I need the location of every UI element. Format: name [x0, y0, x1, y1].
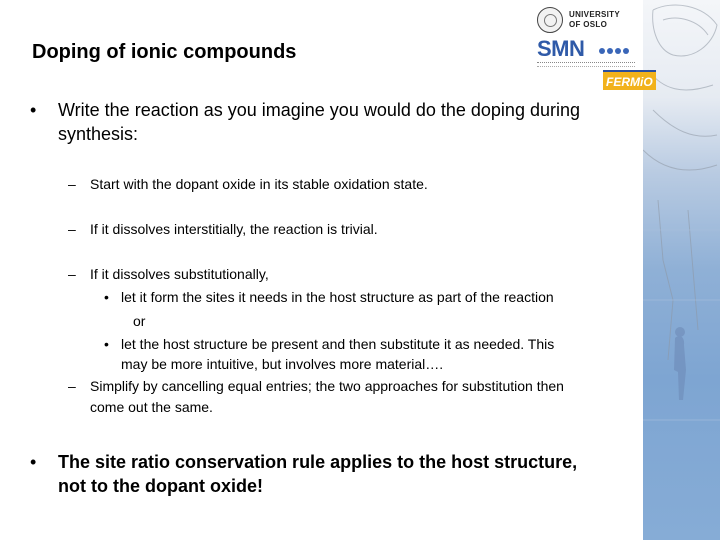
smn-tagline-rule	[537, 62, 635, 67]
sub-sub-bullet-marker: •	[104, 289, 109, 305]
or-separator: or	[133, 313, 146, 329]
sub-bullet-marker: –	[68, 176, 76, 192]
sub-sub-bullet-text: let the host structure be present and then substitute it as needed. This	[121, 336, 555, 352]
sub-bullet-text: If it dissolves interstitially, the reaction is trivial.	[90, 221, 378, 237]
bullet-marker: •	[30, 100, 37, 120]
fermio-logo: FERMiO	[603, 70, 656, 90]
sub-sub-bullet-marker: •	[104, 336, 109, 352]
smn-logo: SMN	[537, 36, 585, 61]
bullet-text-line: Write the reaction as you imagine you would do the doping during	[58, 100, 580, 120]
sub-bullet-marker: –	[68, 221, 76, 237]
slide-title: Doping of ionic compounds	[32, 41, 297, 63]
university-line-1: UNIVERSITY	[569, 10, 621, 19]
bullet-marker: •	[30, 452, 37, 472]
logo-group	[533, 4, 653, 96]
sub-bullet-marker: –	[68, 266, 76, 282]
sub-bullet-text: If it dissolves substitutionally,	[90, 266, 269, 282]
bullet-text-line: not to the dopant oxide!	[58, 476, 263, 496]
university-line-2: OF OSLO	[569, 20, 608, 29]
sub-bullet-marker: –	[68, 378, 76, 394]
university-logo-text	[569, 10, 620, 30]
bullet-text-line: synthesis:	[58, 124, 139, 144]
sub-bullet-text: Start with the dopant oxide in its stable oxidation state.	[90, 176, 428, 192]
sub-bullet-text: come out the same.	[90, 399, 213, 415]
sub-bullet-text: Simplify by cancelling equal entries; the two approaches for substitution then	[90, 378, 564, 394]
sub-sub-bullet-text: may be more intuitive, but involves more material….	[121, 356, 444, 372]
university-seal-icon	[537, 7, 563, 33]
sub-sub-bullet-text: let it form the sites it needs in the host structure as part of the reaction	[121, 289, 554, 305]
smn-dots-icon	[599, 41, 631, 59]
bullet-text-line: The site ratio conservation rule applies to the host structure,	[58, 452, 578, 472]
